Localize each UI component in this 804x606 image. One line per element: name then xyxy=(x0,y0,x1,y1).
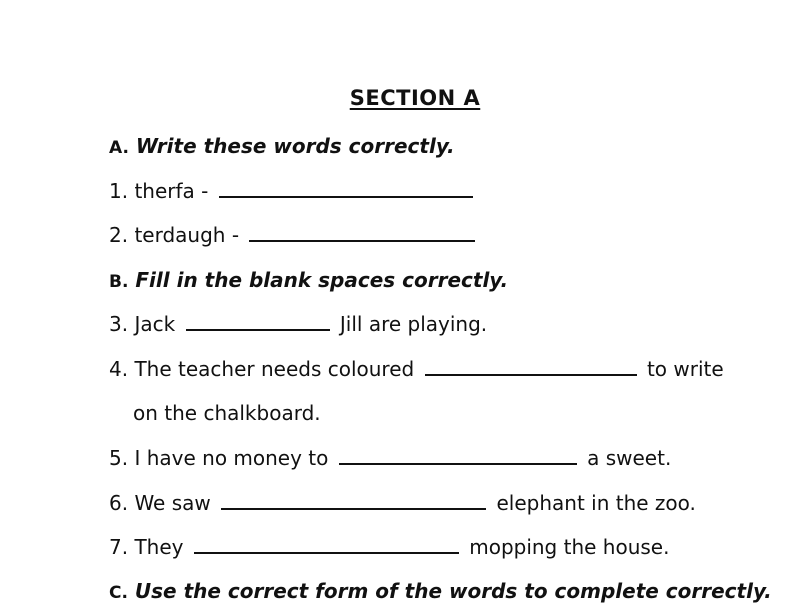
question-7-before: They xyxy=(134,535,184,559)
question-4-blank[interactable] xyxy=(425,356,637,376)
question-3-number: 3. xyxy=(109,312,129,336)
question-5-after: a sweet. xyxy=(587,446,672,470)
question-4 xyxy=(109,356,724,382)
question-5 xyxy=(109,445,671,471)
section-b-letter: B. xyxy=(109,272,129,292)
section-a-instruction: Write these words correctly. xyxy=(135,134,455,158)
question-6-before: We saw xyxy=(134,491,211,515)
question-3-after: Jill are playing. xyxy=(339,312,488,336)
section-a-letter: A. xyxy=(109,138,129,158)
question-4-after: to write xyxy=(646,357,724,381)
question-1-blank[interactable] xyxy=(219,178,473,198)
section-c-heading xyxy=(109,578,772,606)
question-4-before: The teacher needs coloured xyxy=(134,357,415,381)
question-6 xyxy=(109,490,696,516)
section-b-heading xyxy=(109,267,508,295)
question-6-blank[interactable] xyxy=(221,490,486,510)
section-b-instruction: Fill in the blank spaces correctly. xyxy=(135,268,509,292)
section-title: SECTION A xyxy=(349,86,481,110)
section-a-heading xyxy=(109,133,455,161)
question-1-text: therfa - xyxy=(134,179,209,203)
section-c-letter: C. xyxy=(109,583,128,603)
question-3-before: Jack xyxy=(134,312,176,336)
question-7-blank[interactable] xyxy=(194,534,459,554)
question-7-after: mopping the house. xyxy=(469,535,670,559)
question-2-number: 2. xyxy=(109,223,129,247)
question-1 xyxy=(109,178,477,204)
question-4-continuation: on the chalkboard. xyxy=(133,401,321,425)
question-7-number: 7. xyxy=(109,535,129,559)
question-2-text: terdaugh - xyxy=(134,223,240,247)
question-4-number: 4. xyxy=(109,357,129,381)
question-2 xyxy=(109,222,479,248)
question-3 xyxy=(109,311,487,337)
section-c-instruction: Use the correct form of the words to complete correctly. xyxy=(134,579,772,603)
question-2-blank[interactable] xyxy=(249,222,475,242)
question-6-after: elephant in the zoo. xyxy=(496,491,696,515)
question-1-number: 1. xyxy=(109,179,129,203)
question-5-number: 5. xyxy=(109,446,129,470)
question-7 xyxy=(109,534,669,560)
question-6-number: 6. xyxy=(109,491,129,515)
question-5-blank[interactable] xyxy=(339,445,577,465)
question-5-before: I have no money to xyxy=(134,446,329,470)
question-3-blank[interactable] xyxy=(186,311,330,331)
